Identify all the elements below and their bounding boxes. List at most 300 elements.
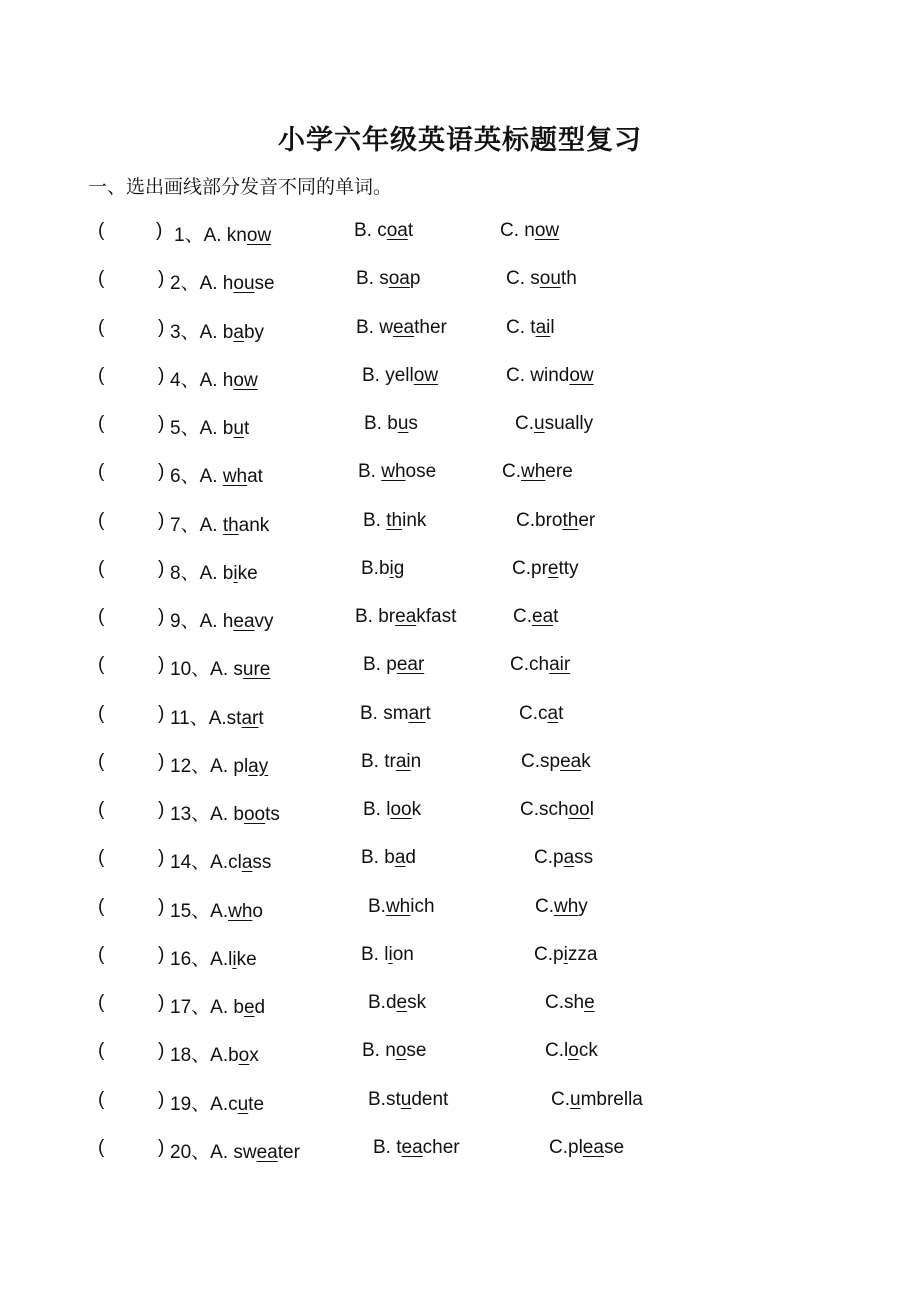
option-prefix: B.b: [361, 557, 390, 579]
option-b: [368, 896, 435, 918]
underlined-letters: ou: [233, 273, 255, 295]
option-prefix: A. h: [199, 273, 234, 295]
option-prefix: B. b: [361, 847, 395, 869]
option-a: [200, 370, 258, 391]
option-a: [200, 418, 250, 439]
question-number: 11、A.start: [170, 707, 264, 729]
option-prefix: B. c: [354, 220, 387, 241]
question-row: [0, 505, 920, 553]
option-c: [551, 1089, 643, 1111]
option-prefix: C.sh: [545, 992, 585, 1013]
option-c: [502, 461, 573, 483]
question-row: [0, 408, 920, 456]
option-a: [210, 949, 257, 970]
option-prefix: C.pr: [512, 557, 548, 579]
underlined-letters: ow: [569, 364, 594, 386]
answer-blank-close: ): [158, 654, 165, 676]
underlined-letters: ea: [532, 606, 554, 627]
option-c: [520, 799, 594, 821]
underlined-letters: wh: [554, 895, 579, 917]
underlined-letters: i: [233, 562, 238, 584]
option-prefix: B.: [363, 509, 387, 531]
question-row: [0, 649, 920, 697]
option-suffix: se: [603, 1136, 625, 1158]
option-b: [363, 654, 424, 676]
question-number: 1、A. know: [174, 225, 272, 246]
answer-blank-open[interactable]: (: [98, 364, 105, 386]
question-row: [0, 1084, 920, 1132]
option-prefix: A. h: [199, 611, 234, 632]
underlined-letters: u: [534, 413, 545, 434]
option-b: [364, 413, 418, 435]
option-suffix: ther: [414, 316, 447, 338]
underlined-letters: oa: [388, 268, 410, 290]
answer-blank-close: ): [158, 316, 165, 338]
option-a: [210, 804, 280, 825]
option-suffix: ss: [252, 852, 272, 874]
answer-blank-open[interactable]: (: [98, 1088, 105, 1110]
option-b: [363, 799, 421, 821]
underlined-letters: e: [584, 992, 595, 1013]
option-suffix: o: [252, 900, 263, 922]
question-number: 14、A.class: [170, 852, 272, 874]
option-prefix: A.: [210, 900, 229, 922]
option-prefix: C. n: [500, 220, 535, 241]
underlined-letters: e: [396, 992, 408, 1013]
answer-blank-open[interactable]: (: [98, 509, 105, 531]
underlined-letters: u: [237, 1093, 249, 1115]
option-suffix: n: [410, 750, 422, 772]
option-prefix: A. s: [210, 659, 243, 681]
option-suffix: k: [581, 750, 591, 772]
option-prefix: A.: [199, 514, 223, 536]
underlined-letters: i: [388, 943, 393, 965]
option-suffix: te: [248, 1093, 265, 1115]
option-prefix: A. b: [199, 418, 234, 439]
underlined-letters: a: [233, 321, 244, 343]
underlined-letters: u: [233, 418, 244, 439]
answer-blank-open[interactable]: (: [98, 943, 105, 965]
option-a: [210, 901, 263, 922]
option-b: [361, 558, 404, 580]
underlined-letters: ai: [535, 316, 551, 338]
answer-blank-open[interactable]: (: [98, 750, 105, 772]
option-c: [516, 510, 595, 532]
option-suffix: ich: [410, 895, 435, 917]
answer-blank-open[interactable]: (: [98, 316, 105, 338]
answer-blank-close: ): [158, 1040, 165, 1062]
option-a: [200, 466, 263, 487]
question-row: [0, 553, 920, 601]
option-prefix: A. b: [199, 562, 234, 584]
answer-blank-close: ): [158, 509, 165, 531]
option-c: [519, 703, 563, 725]
underlined-letters: u: [570, 1088, 581, 1110]
option-prefix: C.p: [534, 847, 564, 869]
option-prefix: B. br: [355, 606, 396, 627]
underlined-letters: ow: [246, 225, 272, 246]
question-row: [0, 215, 920, 263]
answer-blank-close: ): [158, 750, 165, 772]
option-suffix: sk: [407, 992, 427, 1013]
option-suffix: ere: [545, 461, 573, 483]
option-prefix: B.st: [368, 1088, 401, 1110]
underlined-letters: ar: [408, 702, 426, 724]
option-suffix: s: [408, 413, 418, 434]
option-prefix: A. h: [199, 369, 234, 391]
underlined-letters: o: [395, 1040, 407, 1062]
option-prefix: A. kn: [203, 225, 247, 246]
answer-blank-open[interactable]: (: [98, 702, 105, 724]
answer-blank-close: ): [158, 992, 165, 1013]
option-prefix: C.: [515, 413, 534, 434]
option-prefix: B. l: [363, 799, 391, 820]
option-prefix: B.: [358, 461, 382, 483]
question-row: [0, 939, 920, 987]
option-c: [510, 654, 570, 676]
option-prefix: C. wind: [506, 364, 570, 386]
option-c: [521, 751, 591, 773]
underlined-letters: ow: [413, 364, 439, 386]
underlined-letters: wh: [222, 466, 248, 488]
option-prefix: A.c: [210, 1093, 238, 1115]
answer-blank-open[interactable]: (: [98, 557, 105, 579]
option-prefix: B. n: [362, 1040, 396, 1062]
underlined-letters: ea: [256, 1141, 278, 1163]
option-prefix: C.sp: [521, 750, 561, 772]
option-prefix: C.ch: [510, 654, 550, 676]
underlined-letters: ure: [242, 659, 271, 681]
answer-blank-close: ): [158, 413, 165, 434]
answer-blank-close: ): [158, 943, 165, 965]
option-c: [513, 606, 558, 628]
option-a: [200, 322, 264, 343]
option-prefix: C.: [551, 1088, 570, 1110]
answer-blank-open[interactable]: (: [98, 1040, 105, 1062]
option-prefix: C.bro: [516, 509, 563, 531]
option-c: [545, 1040, 598, 1062]
underlined-letters: ar: [241, 707, 259, 729]
option-suffix: th: [560, 268, 577, 290]
option-prefix: A. b: [210, 997, 244, 1018]
option-prefix: C.sch: [520, 799, 569, 820]
option-a: [210, 756, 268, 777]
answer-blank-close: ): [156, 220, 163, 241]
underlined-letters: ea: [401, 1136, 423, 1158]
option-suffix: at: [247, 466, 263, 488]
answer-blank-open[interactable]: (: [98, 992, 105, 1013]
underlined-letters: th: [562, 509, 579, 531]
answer-blank-open[interactable]: (: [98, 268, 105, 290]
option-prefix: A. b: [199, 321, 234, 343]
underlined-letters: a: [547, 702, 559, 724]
answer-blank-close: ): [158, 557, 165, 579]
option-c: [545, 992, 595, 1014]
option-b: [360, 703, 431, 725]
option-b: [358, 461, 436, 483]
question-row: [0, 456, 920, 504]
option-suffix: d: [405, 847, 416, 869]
underlined-letters: wh: [381, 461, 406, 483]
option-prefix: B. yell: [362, 364, 414, 386]
answer-blank-open[interactable]: (: [98, 606, 105, 627]
option-a: [200, 273, 275, 294]
option-b: [362, 1040, 426, 1062]
option-c: [506, 268, 577, 290]
option-b: [361, 751, 421, 773]
underlined-letters: e: [547, 557, 559, 579]
question-number: 16、A.like: [170, 948, 257, 970]
question-number: 5、A. but: [170, 418, 250, 439]
option-suffix: t: [553, 606, 559, 627]
option-a: [210, 1094, 264, 1115]
option-prefix: A.l: [210, 948, 233, 970]
question-number: 9、A. heavy: [170, 611, 274, 632]
option-prefix: B.d: [368, 992, 397, 1013]
option-prefix: B. t: [373, 1136, 402, 1158]
answer-blank-close: ): [158, 606, 165, 627]
option-b: [368, 992, 426, 1014]
option-a: [200, 515, 270, 536]
answer-blank-open[interactable]: (: [98, 1136, 105, 1158]
option-suffix: ink: [402, 509, 427, 531]
underlined-letters: th: [386, 509, 403, 531]
underlined-letters: ea: [392, 316, 415, 338]
section-instruction: 一、选出画线部分发音不同的单词。: [88, 176, 393, 198]
option-c: [535, 896, 588, 918]
answer-blank-open[interactable]: (: [98, 799, 105, 820]
question-row: [0, 842, 920, 890]
answer-blank-close: ): [158, 461, 165, 483]
option-prefix: C. t: [506, 316, 536, 338]
option-suffix: t: [407, 220, 414, 241]
option-suffix: tty: [558, 557, 579, 579]
underlined-letters: a: [394, 847, 406, 869]
option-a: [210, 1045, 259, 1066]
question-number: 10、A. sure: [170, 659, 271, 681]
question-number: 20、A. sweater: [170, 1141, 300, 1163]
answer-blank-open[interactable]: (: [98, 461, 105, 483]
option-suffix: er: [578, 509, 596, 531]
question-number: 6、A. what: [170, 466, 263, 488]
answer-blank-open[interactable]: (: [98, 654, 105, 676]
underlined-letters: oo: [243, 804, 266, 825]
underlined-letters: th: [222, 514, 239, 536]
underlined-letters: ear: [396, 654, 425, 676]
option-suffix: by: [243, 321, 265, 343]
answer-blank-close: ): [158, 799, 165, 820]
option-suffix: se: [406, 1040, 427, 1062]
question-number: 4、A. how: [170, 369, 258, 391]
option-suffix: p: [409, 268, 421, 290]
option-suffix: ank: [238, 514, 270, 536]
option-prefix: A. pl: [210, 755, 249, 777]
answer-blank-close: ): [158, 1136, 165, 1158]
option-c: [500, 220, 559, 242]
question-number: 13、A. boots: [170, 804, 280, 825]
question-number: 18、A.box: [170, 1045, 259, 1067]
option-b: [368, 1089, 448, 1111]
option-prefix: A.: [199, 466, 223, 488]
option-suffix: t: [258, 707, 264, 729]
answer-blank-close: ): [158, 702, 165, 724]
answer-blank-close: ): [158, 268, 165, 290]
option-prefix: B. l: [361, 943, 389, 965]
question-number: 3、A. baby: [170, 321, 265, 343]
option-suffix: l: [550, 316, 555, 338]
option-prefix: A. sw: [210, 1141, 257, 1163]
option-suffix: kfast: [416, 606, 457, 627]
underlined-letters: e: [243, 997, 255, 1018]
option-suffix: t: [425, 702, 431, 724]
question-row: [0, 1132, 920, 1180]
option-c: [506, 365, 594, 387]
option-c: [515, 413, 593, 435]
underlined-letters: i: [389, 557, 394, 579]
option-c: [549, 1137, 624, 1159]
underlined-letters: u: [400, 1088, 412, 1110]
answer-blank-close: ): [158, 847, 165, 869]
answer-blank-open[interactable]: (: [98, 220, 105, 241]
answer-blank-close: ): [158, 364, 165, 386]
option-suffix: dent: [411, 1088, 449, 1110]
option-a: [210, 1142, 300, 1163]
underlined-letters: ai: [395, 750, 411, 772]
option-suffix: on: [392, 943, 414, 965]
underlined-letters: i: [563, 943, 568, 965]
underlined-letters: wh: [521, 461, 546, 483]
answer-blank-open[interactable]: (: [98, 847, 105, 869]
option-c: [506, 317, 555, 339]
option-suffix: ke: [237, 562, 258, 584]
option-suffix: ose: [405, 461, 437, 483]
underlined-letters: air: [549, 654, 571, 676]
option-prefix: B. b: [364, 413, 398, 434]
question-row: [0, 263, 920, 311]
option-b: [373, 1137, 460, 1159]
question-row: [0, 312, 920, 360]
option-prefix: C.: [513, 606, 532, 627]
option-suffix: x: [249, 1045, 259, 1067]
option-b: [362, 365, 438, 387]
option-prefix: B.: [368, 895, 386, 917]
option-prefix: B. s: [356, 268, 389, 290]
answer-blank-close: ): [158, 1088, 165, 1110]
option-suffix: t: [558, 702, 564, 724]
option-suffix: se: [254, 273, 275, 295]
option-a: [209, 708, 264, 729]
question-row: [0, 601, 920, 649]
answer-blank-open[interactable]: (: [98, 413, 105, 434]
question-number: 17、A. bed: [170, 997, 266, 1018]
option-prefix: C. s: [506, 268, 540, 290]
option-suffix: sually: [544, 413, 594, 434]
option-suffix: t: [243, 418, 250, 439]
option-prefix: A.cl: [210, 852, 242, 874]
option-suffix: mbrella: [580, 1088, 643, 1110]
option-prefix: C.p: [534, 943, 564, 965]
option-c: [512, 558, 579, 580]
option-b: [361, 847, 416, 869]
option-suffix: ss: [574, 847, 594, 869]
option-b: [355, 606, 456, 628]
question-number: 7、A. thank: [170, 514, 270, 536]
underlined-letters: o: [568, 1040, 579, 1062]
question-number: 15、A.who: [170, 900, 263, 922]
option-a: [200, 611, 274, 632]
question-row: [0, 891, 920, 939]
option-suffix: ck: [578, 1040, 598, 1062]
question-row: [0, 987, 920, 1035]
option-c: [534, 847, 593, 869]
option-a: [204, 225, 272, 246]
option-suffix: vy: [254, 611, 274, 632]
option-a: [210, 997, 265, 1018]
underlined-letters: a: [563, 847, 575, 869]
underlined-letters: oa: [386, 220, 408, 241]
option-b: [356, 268, 420, 290]
option-suffix: ter: [277, 1141, 300, 1163]
underlined-letters: oo: [390, 799, 412, 820]
underlined-letters: wh: [228, 900, 253, 922]
underlined-letters: a: [241, 852, 253, 874]
option-prefix: A. b: [210, 804, 244, 825]
underlined-letters: ay: [248, 755, 269, 777]
option-suffix: ts: [265, 804, 280, 825]
question-number: 8、A. bike: [170, 562, 258, 584]
underlined-letters: ea: [233, 611, 255, 632]
option-prefix: C.pl: [549, 1136, 583, 1158]
option-suffix: ke: [236, 948, 257, 970]
underlined-letters: o: [238, 1045, 250, 1067]
option-suffix: zza: [567, 943, 598, 965]
question-list: [0, 215, 920, 1180]
option-a: [210, 659, 270, 680]
underlined-letters: ea: [560, 750, 582, 772]
question-row: [0, 1035, 920, 1083]
option-b: [361, 944, 414, 966]
option-a: [200, 563, 258, 584]
question-number: 12、A. play: [170, 755, 269, 777]
question-row: [0, 794, 920, 842]
option-prefix: A.st: [208, 707, 242, 729]
option-suffix: g: [393, 557, 405, 579]
underlined-letters: wh: [385, 895, 411, 917]
underlined-letters: ow: [534, 220, 560, 241]
option-b: [356, 317, 447, 339]
option-prefix: B. w: [356, 316, 393, 338]
underlined-letters: ou: [539, 268, 561, 290]
option-prefix: C.c: [519, 702, 548, 724]
option-prefix: B. sm: [360, 702, 409, 724]
option-prefix: C.: [535, 895, 554, 917]
page-title: 小学六年级英语英标题型复习: [278, 125, 642, 156]
answer-blank-open[interactable]: (: [98, 895, 105, 917]
underlined-letters: oo: [568, 799, 590, 820]
underlined-letters: i: [232, 948, 237, 970]
answer-blank-close: ): [158, 895, 165, 917]
question-row: [0, 746, 920, 794]
question-row: [0, 360, 920, 408]
option-suffix: l: [589, 799, 594, 820]
option-prefix: B. tr: [361, 750, 396, 772]
question-row: [0, 698, 920, 746]
option-prefix: C.: [502, 461, 521, 483]
underlined-letters: ea: [582, 1136, 604, 1158]
option-a: [210, 852, 271, 873]
option-suffix: d: [254, 997, 266, 1018]
option-prefix: C.l: [545, 1040, 569, 1062]
